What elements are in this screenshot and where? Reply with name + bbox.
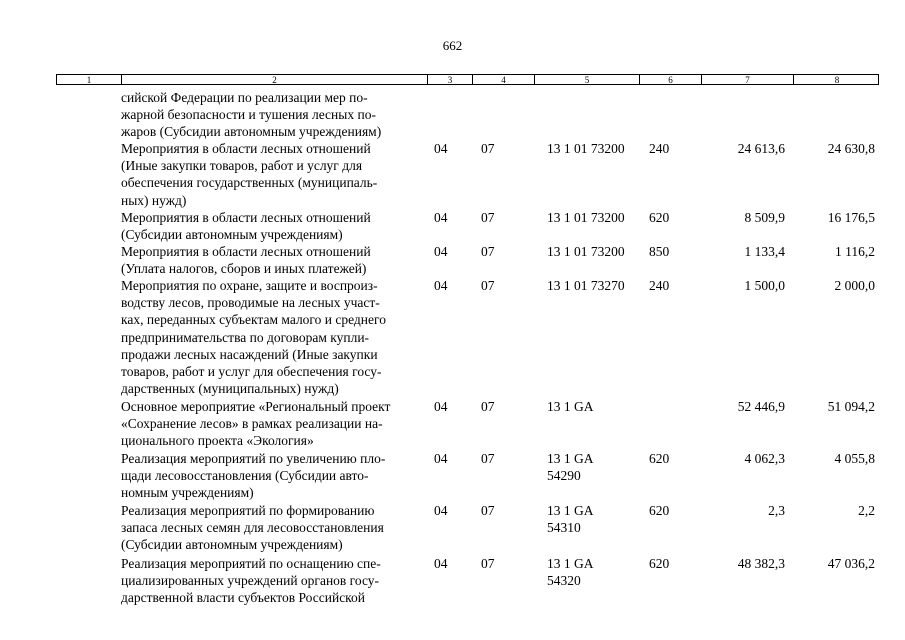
header-col-3: 3 [428,75,473,84]
row-description: Мероприятия в области лесных отношений (Субсидии автономным учреждениям) [121,210,371,243]
row-expense-type: 240 [649,141,670,156]
row-amount-col8: 4 055,8 [834,451,875,466]
row-subsection: 07 [481,556,495,571]
row-target-article: 13 1 01 73270 [547,278,625,293]
row-amount-col8: 51 094,2 [827,399,875,414]
row-expense-type: 620 [649,210,670,225]
row-expense-type: 620 [649,451,670,466]
row-amount-col8: 2 000,0 [834,278,875,293]
row-amount-col8: 2,2 [858,503,875,518]
header-col-7: 7 [702,75,794,84]
row-amount-col7: 8 509,9 [744,210,785,225]
row-target-article: 13 1 01 73200 [547,210,625,225]
row-subsection: 07 [481,210,495,225]
row-target-article: 13 1 GA 54310 [547,503,594,536]
row-amount-col8: 1 116,2 [835,244,875,259]
row-description: Основное мероприятие «Региональный проект «Сохранение лесов» в рамках реализации на- ционального проекта «Экология» [121,399,391,449]
row-section: 04 [434,141,448,156]
row-amount-col7: 1 133,4 [744,244,785,259]
page-number: 662 [442,38,463,53]
row-amount-col7: 52 446,9 [737,399,785,414]
row-expense-type: 620 [649,556,670,571]
row-subsection: 07 [481,451,495,466]
header-col-6: 6 [640,75,702,84]
header-col-8: 8 [834,75,840,85]
header-col-1: 1 [57,75,122,84]
row-description: сийской Федерации по реализации мер по- жарной безопасности и тушения лесных по- жаров (Субсидии автономным учреждениям) [121,90,382,140]
row-section: 04 [434,503,448,518]
row-section: 04 [434,451,448,466]
row-description: Мероприятия в области лесных отношений (Уплата налогов, сборов и иных платежей) [121,244,371,277]
row-amount-col7: 24 613,6 [737,141,785,156]
row-amount-col7: 4 062,3 [744,451,785,466]
row-target-article: 13 1 01 73200 [547,141,625,156]
row-description: Реализация мероприятий по формированию запаса лесных семян для лесовосстановления (Субсидии автономным учреждениям) [121,503,384,553]
row-section: 04 [434,556,448,571]
row-subsection: 07 [481,141,495,156]
row-amount-col8: 47 036,2 [827,556,875,571]
row-expense-type: 240 [649,278,670,293]
row-expense-type: 620 [649,503,670,518]
row-description: Мероприятия в области лесных отношений (Иные закупки товаров, работ и услуг для обеспечения государственных (муниципаль- ных) нужд) [121,141,378,208]
row-amount-col8: 24 630,8 [827,141,875,156]
row-subsection: 07 [481,278,495,293]
row-target-article: 13 1 GA 54290 [547,451,594,484]
row-expense-type: 850 [649,244,670,259]
row-section: 04 [434,210,448,225]
row-target-article: 13 1 GA 54320 [547,556,594,589]
row-subsection: 07 [481,399,495,414]
row-subsection: 07 [481,244,495,259]
row-subsection: 07 [481,503,495,518]
header-col-5: 5 [535,75,640,84]
row-section: 04 [434,244,448,259]
header-col-4: 4 [473,75,535,84]
row-section: 04 [434,399,448,414]
row-description: Реализация мероприятий по оснащению спе- циализированных учреждений органов госу- дарственной власти субъектов Российской [121,556,381,606]
row-amount-col7: 48 382,3 [737,556,785,571]
row-amount-col7: 2,3 [768,503,785,518]
header-col-2: 2 [122,75,428,84]
row-section: 04 [434,278,448,293]
row-description: Мероприятия по охране, защите и воспроиз- водству лесов, проводимые на лесных участ- ках, переданных субъектам малого и среднего предпринимательства по договорам купли- продажи лесных насаждений (Иные закупки товаров, работ и услуг для обеспечения госу- дарственных (муниципальных) нужд) [121,278,386,397]
row-description: Реализация мероприятий по увеличению пло- щади лесовосстановления (Субсидии авто- номным учреждениям) [121,451,386,501]
row-target-article: 13 1 GA [547,399,594,414]
row-amount-col8: 16 176,5 [827,210,875,225]
table-header [56,74,879,85]
row-target-article: 13 1 01 73200 [547,244,625,259]
row-amount-col7: 1 500,0 [744,278,785,293]
